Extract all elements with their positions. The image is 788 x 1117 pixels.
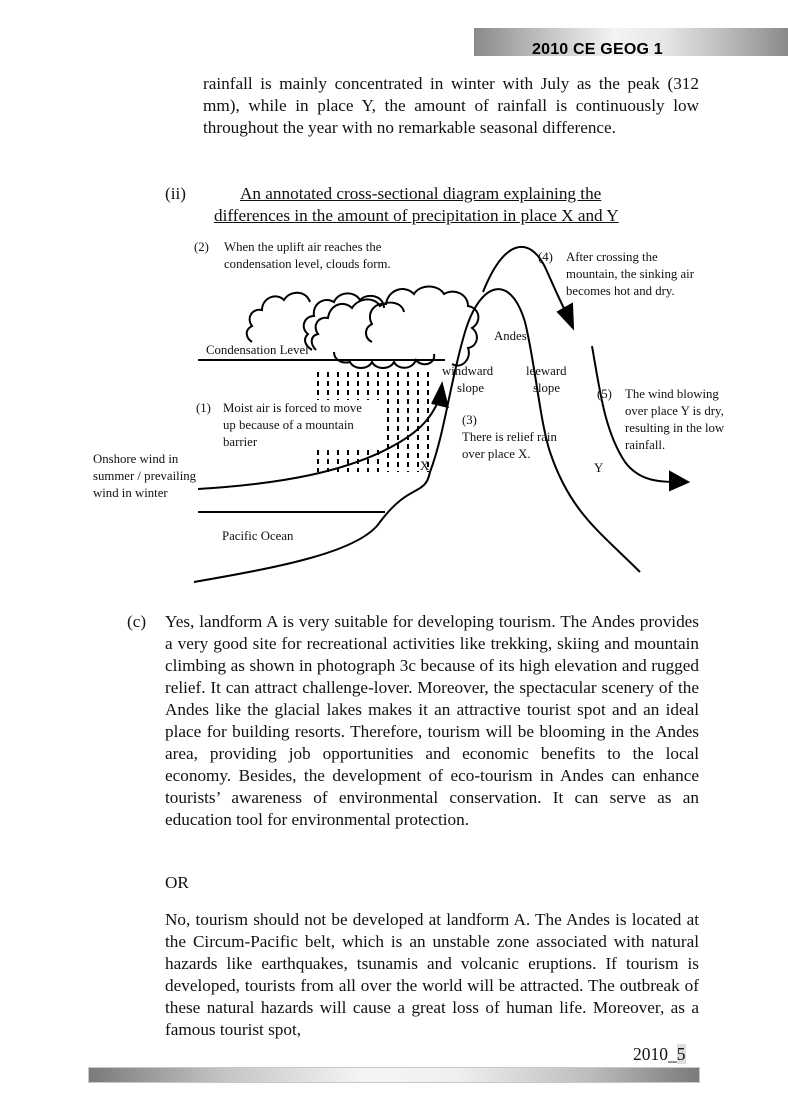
annotation-3-line-1: There is relief rain <box>462 430 557 444</box>
sinking-air-arrow <box>483 247 570 320</box>
condensation-level-label: Condensation Level <box>206 343 309 357</box>
annotation-1-line-3: barrier <box>223 435 258 449</box>
section-c-label: (c) <box>127 612 147 631</box>
annotation-5-line-2: over place Y is dry, <box>625 404 724 418</box>
intro-paragraph: rainfall is mainly concentrated in winter with July as the peak (312 mm), while in place Y, the amount of rainfall is continuously low throughout the year with no remarkable seasonal difference. <box>203 74 699 137</box>
annotation-2-line-2: condensation level, clouds form. <box>224 257 391 271</box>
or-label: OR <box>165 873 189 892</box>
page-number-value: 5 <box>676 1044 686 1064</box>
place-x-label: X <box>420 459 430 473</box>
annotation-1-line-1: Moist air is forced to move <box>223 401 362 415</box>
page-number-prefix: 2010_ <box>633 1044 677 1064</box>
footer-gradient-bar <box>88 1067 700 1083</box>
header-title: 2010 CE GEOG 1 <box>532 41 663 58</box>
wind-label-line-1: Onshore wind in <box>93 452 179 466</box>
no-paragraph: No, tourism should not be developed at landform A. The Andes is located at the Circum-Pacific belt, which is an unstable zone associated with natural hazards like earthquakes, tsunamis and volcanic eruptions. If tourism is developed, tourists from all over the world will be attracted. The outbreak of these natural hazards will cause a great loss of human life. Moreover, as a famous tourist spot, <box>165 910 699 1039</box>
cloud-icon <box>247 293 310 342</box>
annotation-1-line-2: up because of a mountain <box>223 418 354 432</box>
windward-label-line-1: windward <box>442 364 494 378</box>
annotation-4-line-3: becomes hot and dry. <box>566 284 675 298</box>
annotation-2-line-1: When the uplift air reaches the <box>224 240 382 254</box>
place-y-label: Y <box>594 461 604 475</box>
annotation-4-line-2: mountain, the sinking air <box>566 267 694 281</box>
diagram-title-line-2: differences in the amount of precipitation in place X and Y <box>214 206 619 225</box>
annotation-5-number: (5) <box>597 387 612 401</box>
annotation-5-line-4: rainfall. <box>625 438 666 452</box>
wind-label-line-3: wind in winter <box>93 486 168 500</box>
annotation-2-number: (2) <box>194 240 209 254</box>
leeward-label-line-2: slope <box>533 381 561 395</box>
annotation-3-line-2: over place X. <box>462 447 531 461</box>
andes-label: Andes <box>494 329 527 343</box>
section-ii-label: (ii) <box>165 184 186 203</box>
diagram-title-line-1: An annotated cross-sectional diagram explaining the <box>240 184 602 203</box>
annotation-1-number: (1) <box>196 401 211 415</box>
cloud-icon <box>312 299 404 350</box>
annotation-5-line-3: resulting in the low <box>625 421 725 435</box>
pacific-ocean-label: Pacific Ocean <box>222 529 294 543</box>
annotation-3-number: (3) <box>462 413 477 427</box>
annotation-5-line-1: The wind blowing <box>625 387 719 401</box>
yes-paragraph: Yes, landform A is very suitable for developing tourism. The Andes provides a very good site for recreational activities like trekking, skiing and mountain climbing as shown in photograph 3c because of its high elevation and rugged relief. It can attract challenge-lover. Moreover, the spectacular scenery of the Andes like the glacial lakes makes it an attractive tourist spot and an ideal place for building resorts. Therefore, tourism will be blooming in the Andes area, providing job opportunities and economic benefits to the local economy. Besides, the development of eco-tourism in Andes can enhance tourists’ awareness of environmental conservation. It can serve as an education tool for environmental protection. <box>165 612 699 829</box>
cloud-icon <box>334 287 478 369</box>
annotation-4-line-1: After crossing the <box>566 250 658 264</box>
annotation-4-number: (4) <box>538 250 553 264</box>
leeward-label-line-1: leeward <box>526 364 567 378</box>
windward-label-line-2: slope <box>457 381 485 395</box>
cross-section-diagram <box>80 232 740 597</box>
page-number <box>633 1044 686 1065</box>
wind-label-line-2: summer / prevailing <box>93 469 197 483</box>
